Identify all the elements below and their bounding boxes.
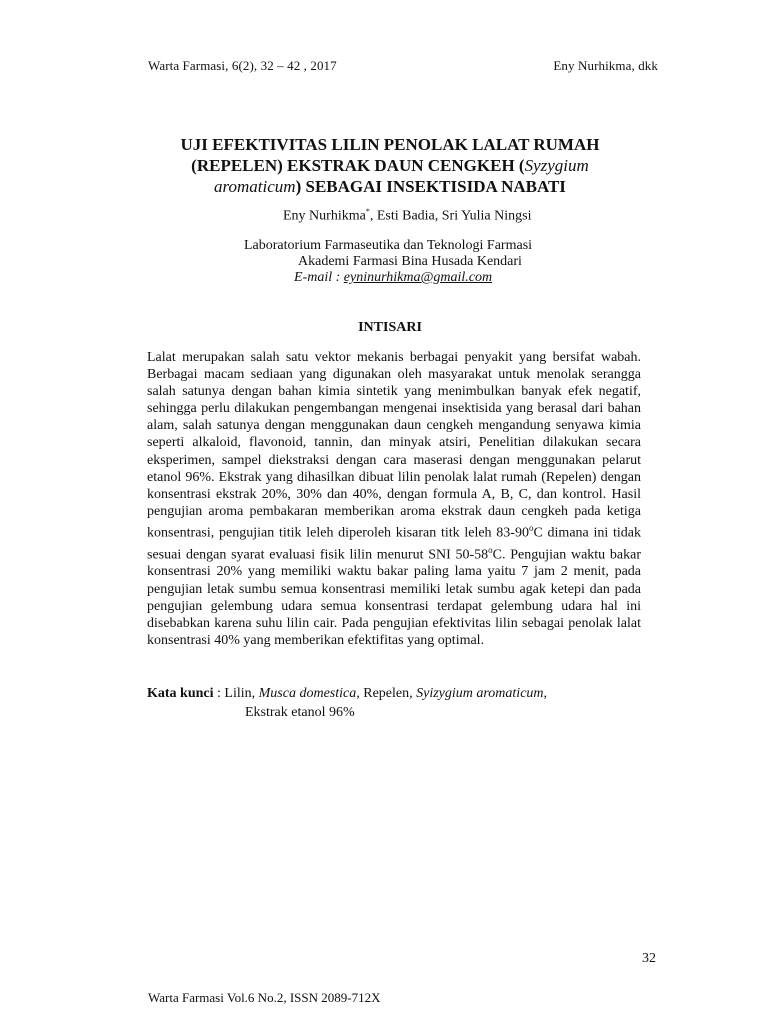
keyword-syzygium: Syizygium aromaticum (416, 686, 544, 701)
title-species-epithet: aromaticum (214, 177, 296, 196)
keywords-part-1: : Lilin, (213, 686, 259, 701)
author-list (283, 207, 531, 225)
title-line-1: UJI EFEKTIVITAS LILIN PENOLAK LALAT RUMAH (180, 135, 600, 154)
abstract-text-2: C dimana ini tidak sesuai dengan syarat evaluasi fisik lilin menurut SNI 50-58 (147, 525, 641, 563)
author-rest: , Esti Badia, Sri Yulia Ningsi (369, 208, 532, 224)
keywords-part-2: , Repelen, (356, 686, 417, 701)
affiliation-institution: Akademi Farmasi Bina Husada Kendari (298, 254, 522, 269)
running-header-citation: Warta Farmasi, 6(2), 32 – 42 , 2017 (148, 58, 337, 73)
affiliation-email (294, 270, 492, 286)
title-line-2a: (REPELEN) EKSTRAK DAUN CENGKEH ( (191, 156, 525, 175)
abstract-text-1: Lalat merupakan salah satu vektor mekanis berbagai penyakit yang bersifat wabah. Berbagai macam sediaan yang digunakan oleh masyarakat untuk menolak serangga salah satunya dengan bahan kimia sintetik yang menimbulkan banyak efek negatif, sehingga perlu dilakukan pengembangan mengenai insektisida yang berasal dari bahan alam, salah satunya dengan menggunakan daun cengkeh mengandung senyawa kimia seperti alkaloid, flavonoid, tannin, dan minyak atsiri, Penelitian dilakukan secara eksperimen, sampel diekstraksi dengan cara maserasi dengan menggunakan pelarut etanol 96%. Ekstrak yang dihasilkan dibuat lilin penolak lalat rumah (Repelen) dengan konsentrasi ekstrak 20%, 30% dan 40%, dengan formula A, B, C, dan kontrol. Hasil pengujian aroma pembakaran memberikan aroma ekstrak daun cengkeh pada ketiga konsentrasi, pengujian titik leleh diperoleh kisaran titk leleh 83-90 (147, 350, 641, 541)
abstract-heading: INTISARI (358, 320, 422, 335)
abstract-body (147, 349, 641, 649)
paper-title (130, 134, 650, 197)
abstract-text-3: C. Pengujian waktu bakar konsentrasi 20% yang memiliki waktu bakar paling lama yaitu 7 jam 2 menit, pada pengujian letak sumbu semua konsentrasi memiliki letak sumbu agak ketepi dan pada pengujian gelembung udara semua konsentrasi terdapat gelembung udara hal ini disebabkan karena suhu lilin cair. Pada pengujian efektivitas lilin sebagai penolak lalat konsentrasi 40% yang memberikan efektifitas yang optimal. (147, 547, 641, 648)
affiliation-lab: Laboratorium Farmaseutika dan Teknologi Farmasi (244, 238, 533, 253)
journal-footer: Warta Farmasi Vol.6 No.2, ISSN 2089-712X (148, 990, 381, 1005)
degree-mark-1: o (528, 522, 534, 533)
title-line-3b: ) SEBAGAI INSEKTISIDA NABATI (295, 177, 566, 196)
keywords-line-2: Ekstrak etanol 96% (245, 705, 355, 720)
title-species-genus: Syzygium (524, 156, 589, 175)
keywords (147, 685, 641, 702)
email-label: E-mail : (294, 270, 344, 285)
author-first: Eny Nurhikma (283, 208, 366, 224)
running-header-authors: Eny Nurhikma, dkk (553, 58, 658, 73)
email-link[interactable]: eyninurhikma@gmail.com (343, 270, 493, 285)
keywords-label: Kata kunci (147, 686, 214, 701)
corresponding-mark: * (365, 207, 370, 216)
keywords-part-3: , (543, 686, 548, 701)
degree-mark-2: o (488, 544, 493, 555)
keyword-musca: Musca domestica (258, 686, 357, 701)
page-number: 32 (642, 951, 656, 966)
